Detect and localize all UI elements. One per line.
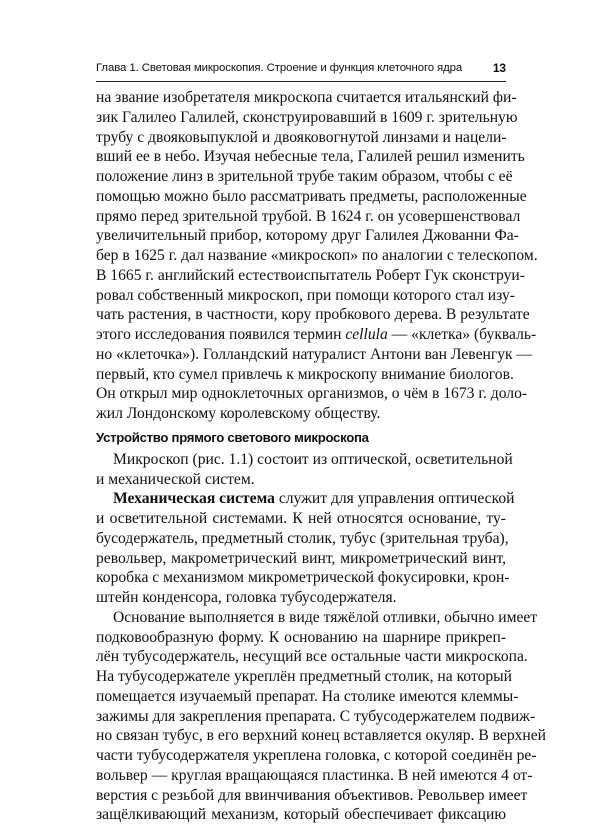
text-fragment: этого исследования появился термин <box>96 326 346 343</box>
text-line: верстия с резьбой для ввинчивания объективов. Револьвер имеет <box>96 786 528 804</box>
text-line: помещается изучаемый препарат. На столике имеются клеммы- <box>96 687 519 705</box>
text-line: и осветительной системами. К ней относятся основание, ту- <box>96 510 506 527</box>
text-line: ровал собственный микроскоп, при помощи которого стал изу- <box>96 286 515 304</box>
text-line: зажимы для закрепления препарата. С тубусодержателем подвиж- <box>96 707 536 725</box>
page-number: 13 <box>492 61 506 75</box>
text-line: Основание выполняется в виде тяжёлой отливки, обычно имеет <box>113 608 538 626</box>
term-cellula: cellula <box>345 326 388 343</box>
chapter-title: Глава 1. Световая микроскопия. Строение и функция клеточного ядра <box>96 62 463 74</box>
paragraph-microscope-systems <box>96 450 513 490</box>
running-header <box>96 62 506 78</box>
text-line: на звание изобретателя микроскопа считается итальянский фи- <box>96 89 517 106</box>
text-line: В 1665 г. английский естествоиспытатель Роберт Гук сконструи- <box>96 266 525 284</box>
text-line <box>96 489 515 509</box>
text-fragment: служит для управления оптической <box>274 490 515 508</box>
text-line: но «клеточка»). Голландский натуралист Антони ван Левенгук — <box>96 345 533 363</box>
text-line-cellula <box>96 325 537 345</box>
paragraph-base <box>96 608 547 825</box>
section-heading: Устройство прямого светового микроскопа <box>96 429 369 445</box>
text-line: Микроскоп (рис. 1.1) состоит из оптической, осветительной <box>113 450 513 468</box>
text-fragment: — «клетка» (букваль- <box>387 326 537 343</box>
text-line: чать растения, в частности, кору пробкового дерева. В результате <box>96 306 530 324</box>
page-body <box>96 88 547 825</box>
text-line: Он открыл мир одноклеточных организмов, о чём в 1673 г. доло- <box>96 385 528 403</box>
text-line: бер в 1625 г. дал название «микроскоп» по аналогии с телескопом. <box>96 247 538 264</box>
text-line: но связан тубус, в его верхний конец вставляется окуляр. В верхней <box>96 727 547 745</box>
text-line: подковообразную форму. К основанию на шарнире прикреп- <box>96 628 506 646</box>
text-line: зик Галилео Галилей, сконструировавший в 1609 г. зрительную <box>96 108 518 126</box>
text-line: бусодержатель, предметный столик, тубус (зрительная труба), <box>96 529 509 547</box>
text-line: помощью можно было рассматривать предметы, расположенные <box>96 187 527 205</box>
text-line: трубу с двояковыпуклой и двояковогнутой линзами и нацели- <box>96 128 507 146</box>
paragraph-history <box>96 88 538 424</box>
text-line: увеличительный прибор, которому друг Галилея Джованни Фа- <box>96 227 519 245</box>
text-line: прямо перед зрительной трубой. В 1624 г. он усовершенствовал <box>96 207 521 225</box>
text-line: коробка с механизмом микрометрической фокусировки, крон- <box>96 569 510 587</box>
text-line: защёлкивающий механизм, который обеспечивает фиксацию <box>96 806 506 824</box>
text-line: и механической систем. <box>96 470 255 488</box>
text-line: части тубусодержателя укреплена головка, с которой соединён ре- <box>96 747 537 764</box>
text-line: штейн конденсора, головка тубусодержателя. <box>96 589 397 606</box>
text-line: револьвер, макрометрический винт, микрометрический винт, <box>96 549 506 567</box>
paragraph-mechanical-system <box>96 489 515 608</box>
text-line: вольвер — круглая вращающаяся пластинка. В ней имеются 4 от- <box>96 766 533 784</box>
text-line: На тубусодержателе укреплён предметный столик, на который <box>96 668 512 685</box>
term-mechanical-system: Механическая система <box>113 490 275 508</box>
text-line: лён тубусодержатель, несущий все остальные части микроскопа. <box>96 648 528 666</box>
text-line: вший ее в небо. Изучая небесные тела, Галилей решил изменить <box>96 148 525 166</box>
text-line: жил Лондонскому королевскому обществу. <box>96 405 381 422</box>
header-divider <box>96 81 506 82</box>
text-line: положение линз в зрительной трубе таким образом, чтобы с её <box>96 168 513 185</box>
text-line: первый, кто сумел привлечь к микроскопу внимание биологов. <box>96 365 514 383</box>
